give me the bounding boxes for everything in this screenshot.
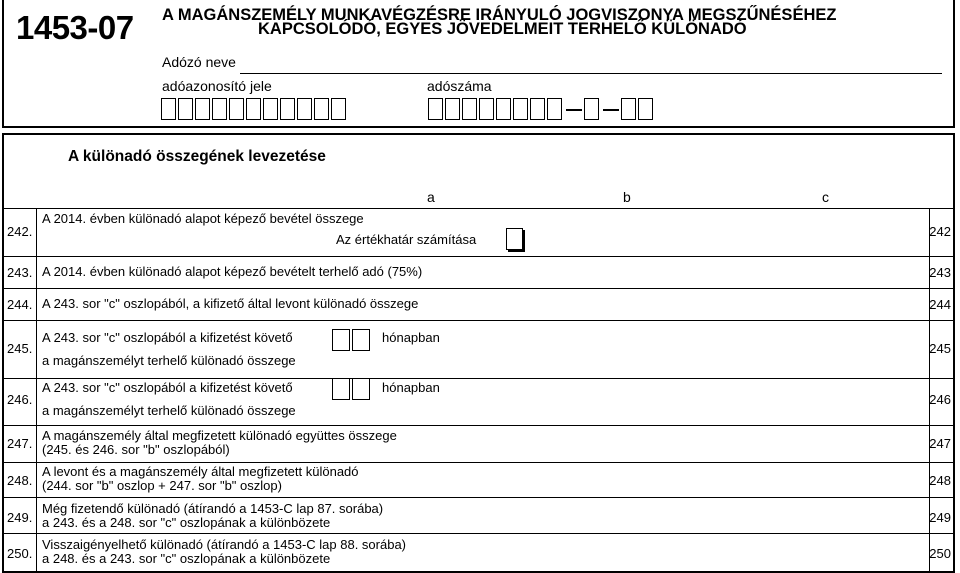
form-title-line2: KAPCSOLÓDÓ, EGYES JÖVEDELMEIT TERHELŐ KÜLÖNADÓ [258,20,747,38]
tax-id-digit[interactable] [229,98,244,120]
row-242-text: A 2014. évben különadó alapot képező bevétel összege [42,211,364,226]
row-246-text-line2: a magánszemélyt terhelő különadó összege [42,403,296,418]
tax-number-digit[interactable] [638,98,653,120]
tax-number-digit[interactable] [496,98,511,120]
tax-id-digit[interactable] [178,98,193,120]
row-separator [2,462,955,463]
row-248-text-line2: (244. sor "b" oszlop + 247. sor "b" oszlop) [42,478,282,493]
column-b-header: b [623,189,631,205]
tax-number-digit[interactable] [428,98,443,120]
row-code-246: 246 [929,392,951,407]
section-title: A különadó összegének levezetése [68,148,326,165]
row-separator [2,320,955,321]
row-250-text-line2: a 248. és a 243. sor "c" oszlopának a különbözete [42,551,331,566]
row-245-text: A 243. sor "c" oszlopából a kifizetést követő [42,330,293,345]
tax-number-digit[interactable] [479,98,494,120]
row-number-246: 246. [7,392,33,407]
tax-id-digit[interactable] [314,98,329,120]
separator-dash [603,109,619,111]
tax-number-digit[interactable] [462,98,477,120]
tax-id-digit[interactable] [195,98,210,120]
row-245-suffix: hónapban [382,330,440,345]
row-number-242: 242. [7,224,33,239]
row-code-243: 243 [929,265,951,280]
row-244-text: A 243. sor "c" oszlopából, a kifizető által levont különadó összege [42,296,419,311]
row-number-243: 243. [7,265,33,280]
row-separator [2,533,955,534]
month-boxes-245[interactable] [332,329,372,351]
tax-id-boxes[interactable] [161,98,348,120]
row-247-text-line2: (245. és 246. sor "b" oszlopából) [42,442,230,457]
row-242-sublabel: Az értékhatár számítása [336,232,477,247]
row-code-244: 244 [929,297,951,312]
tax-number-digit[interactable] [547,98,562,120]
month-digit[interactable] [352,378,370,400]
row-245-text-line2: a magánszemélyt terhelő különadó összege [42,353,296,368]
column-c-header: c [822,189,829,205]
row-248-text: A levont és a magánszemély által megfizetett különadó [42,464,359,479]
separator-dash [566,109,582,111]
tax-id-digit[interactable] [161,98,176,120]
tax-number-digit[interactable] [513,98,528,120]
tax-number-digit[interactable] [621,98,636,120]
tax-id-digit[interactable] [246,98,261,120]
row-249-text-line2: a 243. és a 248. sor "c" oszlopának a különbözete [42,515,331,530]
row-code-247: 247 [929,436,951,451]
row-number-248: 248. [7,473,33,488]
tax-number-digit[interactable] [530,98,545,120]
tax-id-digit[interactable] [331,98,346,120]
row-code-245: 245 [929,341,951,356]
tax-number-label: adószáma [427,78,492,94]
row-separator [2,378,955,379]
row-250-text: Visszaigényelhető különadó (átírandó a 1453-C lap 88. sorába) [42,537,406,552]
month-digit[interactable] [332,378,350,400]
row-246-suffix: hónapban [382,380,440,395]
row-number-245: 245. [7,341,33,356]
month-digit[interactable] [332,329,350,351]
tax-id-digit[interactable] [212,98,227,120]
row-247-text: A magánszemély által megfizetett különadó együttes összege [42,428,397,443]
tax-number-digit[interactable] [584,98,599,120]
row-number-244: 244. [7,297,33,312]
row-code-250: 250 [929,546,951,561]
num-column-line [36,208,37,571]
row-separator [2,497,955,498]
row-separator [2,288,955,289]
row-code-248: 248 [929,473,951,488]
taxpayer-name-label: Adózó neve [162,54,236,70]
row-number-250: 250. [7,546,33,561]
month-boxes-246[interactable] [332,378,372,400]
row-243-text: A 2014. évben különadó alapot képező bevételt terhelő adó (75%) [42,264,423,279]
tax-id-digit[interactable] [280,98,295,120]
threshold-checkbox[interactable] [506,228,523,250]
row-number-247: 247. [7,436,33,451]
row-code-249: 249 [929,510,951,525]
row-separator [2,256,955,257]
tax-number-digit[interactable] [445,98,460,120]
tax-id-digit[interactable] [263,98,278,120]
row-separator [2,425,955,426]
taxpayer-name-field[interactable] [240,73,942,74]
tax-number-boxes[interactable] [428,98,655,120]
row-number-249: 249. [7,510,33,525]
form-title-line1: A MAGÁNSZEMÉLY MUNKAVÉGZÉSRE IRÁNYULÓ JOGVISZONYA MEGSZŰNÉSÉHEZ [162,6,837,24]
table-top-line [2,208,955,209]
row-249-text: Még fizetendő különadó (átírandó a 1453-C lap 87. sorába) [42,501,384,516]
tax-id-label: adóazonosító jele [162,78,272,94]
tax-id-digit[interactable] [297,98,312,120]
month-digit[interactable] [352,329,370,351]
row-246-text: A 243. sor "c" oszlopából a kifizetést követő [42,380,293,395]
column-a-header: a [427,189,435,205]
row-code-242: 242 [929,224,951,239]
form-code: 1453-07 [16,9,134,46]
